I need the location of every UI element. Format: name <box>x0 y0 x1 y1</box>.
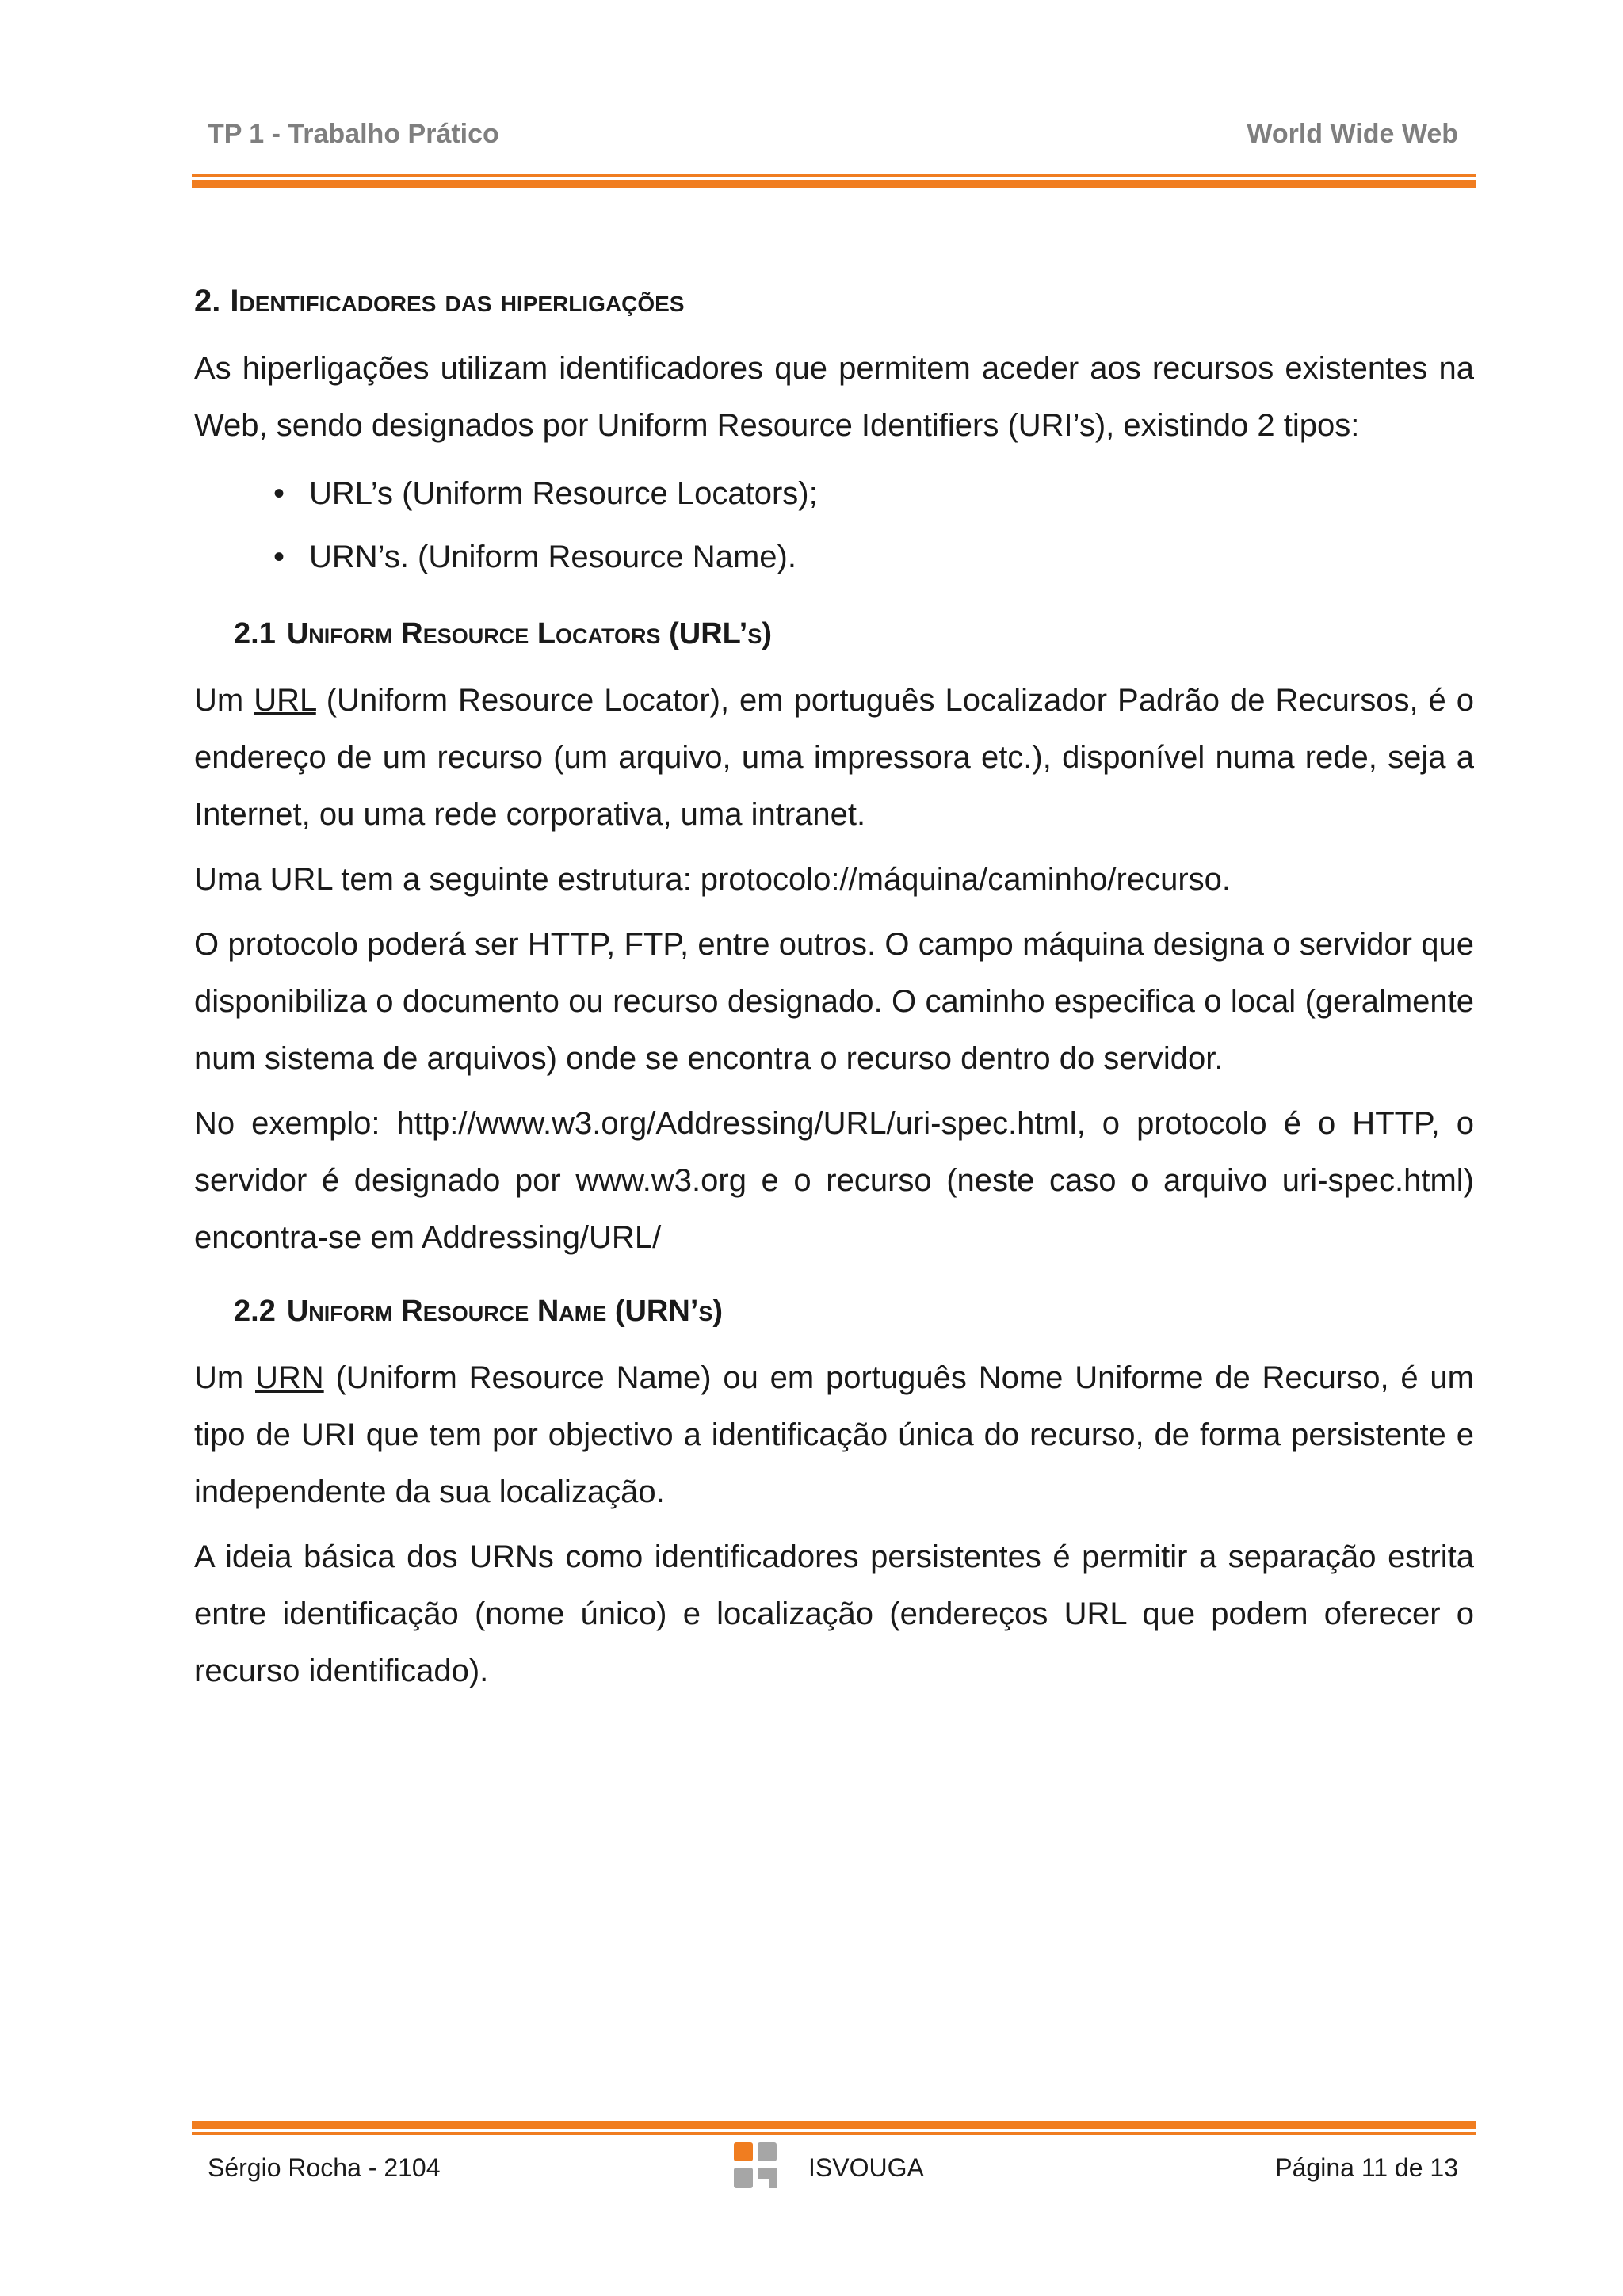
section-2-number: 2. <box>194 284 221 318</box>
section-2-1-heading <box>234 617 1474 651</box>
header-right-title: World Wide Web <box>1247 119 1458 149</box>
footer-page-number: Página 11 de 13 <box>1275 2153 1458 2182</box>
section-2-2-heading <box>234 1295 1474 1329</box>
list-item: • URN’s. (Uniform Resource Name). <box>194 525 1474 589</box>
section-2-2-paragraph-2: A ideia básica dos URNs como identificadores persistentes é permitir a separação estrita entre identificação (nome único) e localização (endereços URL que podem oferecer o recurso identificado). <box>194 1539 1474 1688</box>
section-2-1-paragraph-2: Uma URL tem a seguinte estrutura: protocolo://máquina/caminho/recurso. <box>194 862 1232 897</box>
isvouga-logo-icon <box>732 2141 778 2190</box>
header-divider-thick <box>192 180 1476 188</box>
section-2-heading <box>194 284 1474 319</box>
urn-term-link[interactable]: URN <box>255 1360 324 1395</box>
list-item: • URL’s (Uniform Resource Locators); <box>194 462 1474 525</box>
footer-divider-thick <box>192 2121 1476 2129</box>
url-term-link[interactable]: URL <box>254 683 316 718</box>
section-2-1-title: Uniform Resource Locators (URL’s) <box>286 617 772 650</box>
bullet-icon: • <box>273 540 285 574</box>
section-2-1-paragraph-4: No exemplo: http://www.w3.org/Addressing/URL/uri-spec.html, o protocolo é o HTTP, o servidor é designado por www.w3.org e o recurso (neste caso o arquivo uri-spec.html) encontra-se em Addressing/URL/ <box>194 1106 1474 1255</box>
section-2-1-number: 2.1 <box>234 617 276 650</box>
header-divider-thin <box>192 174 1476 177</box>
footer-author: Sérgio Rocha - 2104 <box>208 2153 441 2182</box>
footer-institution: ISVOUGA <box>808 2153 924 2182</box>
footer-divider-thin <box>192 2132 1476 2135</box>
header-left-title: TP 1 - Trabalho Prático <box>208 119 499 149</box>
section-2-1-paragraph-1: Um URL (Uniform Resource Locator), em português Localizador Padrão de Recursos, é o endereço de um recurso (um arquivo, uma impressora etc.), disponível numa rede, seja a Internet, ou uma rede corporativa, uma intranet. <box>194 683 1475 832</box>
section-2-title: Identificadores das hiperligações <box>230 284 685 318</box>
bullet-icon: • <box>273 476 285 511</box>
section-2-2-paragraph-1: Um URN (Uniform Resource Name) ou em português Nome Uniforme de Recurso, é um tipo de URI que tem por objectivo a identificação única do recurso, de forma persistente e independente da sua localização. <box>194 1360 1474 1509</box>
uri-types-list <box>194 462 1474 589</box>
section-2-2-title: Uniform Resource Name (URN’s) <box>286 1295 724 1328</box>
section-2-intro: As hiperligações utilizam identificadores que permitem aceder aos recursos existentes na Web, sendo designados por Uniform Resource Identifiers (URI’s), existindo 2 tipos: <box>194 351 1474 443</box>
section-2-1-paragraph-3: O protocolo poderá ser HTTP, FTP, entre outros. O campo máquina designa o servidor que disponibiliza o documento ou recurso designado. O caminho especifica o local (geralmente num sistema de arquivos) onde se encontra o recurso dentro do servidor. <box>194 927 1474 1076</box>
page-body <box>194 269 1474 1707</box>
section-2-2-number: 2.2 <box>234 1295 276 1328</box>
